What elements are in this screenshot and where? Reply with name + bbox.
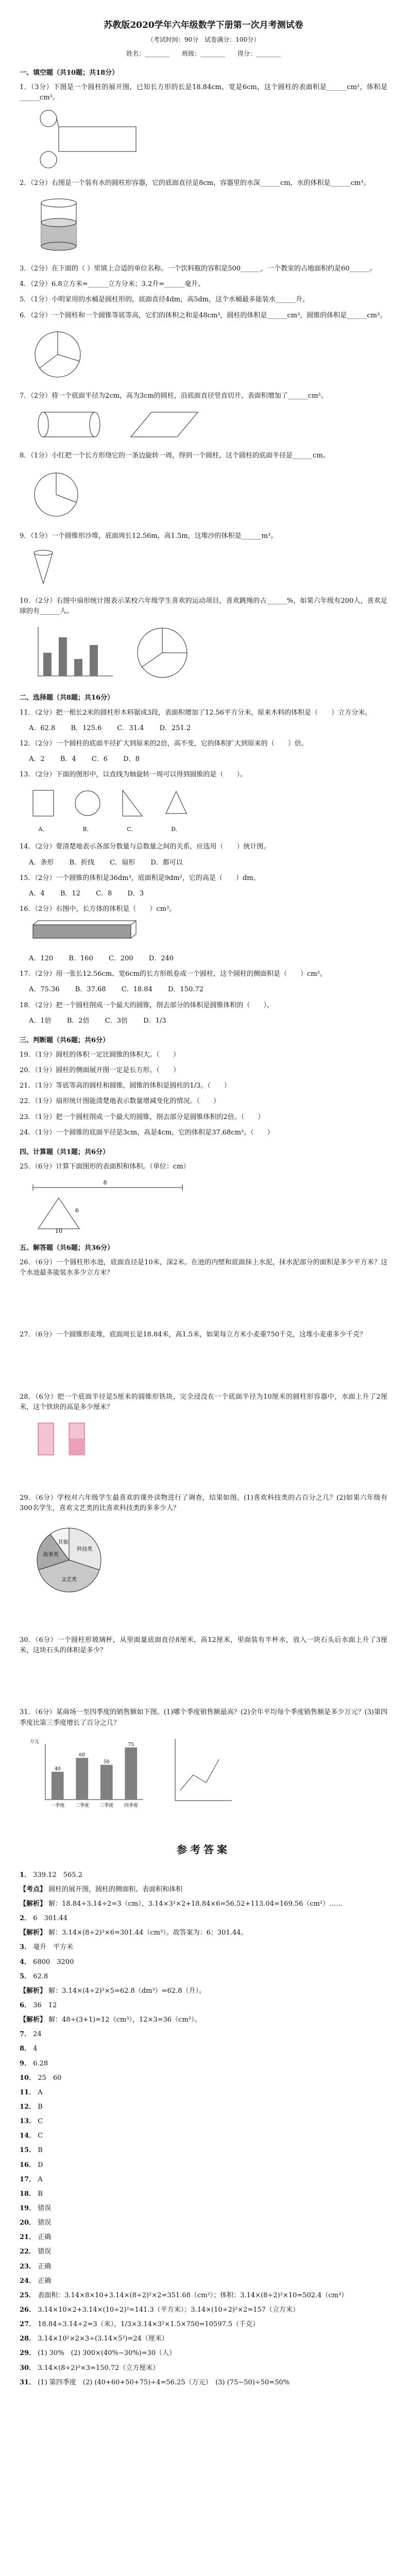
answer-label: 4． — [20, 1958, 31, 1966]
question-31: 31．（6分）某商场一至四季度的销售额如下图。(1)哪个季度销售额最高？(2)全年平均每个季度销售额是多少万元？(3)第四季度比第三季度增长了百分之几？ — [20, 1708, 387, 1727]
answer-label: 10． — [20, 2074, 36, 2082]
answer-item — [20, 2378, 387, 2388]
question-13: 13．（2分）下面的图形中，以直线为轴旋转一周可以得到圆锥的是（ ）。 — [20, 771, 247, 779]
option: B．12 — [60, 889, 80, 897]
bar — [125, 1748, 137, 1800]
x-tick-label: 一季度 — [50, 1803, 65, 1808]
answer-label: 7． — [20, 2030, 31, 2039]
answer-item — [20, 2131, 387, 2141]
bar-value-label: 50 — [104, 1759, 110, 1765]
x-tick-label: 二季度 — [75, 1803, 89, 1808]
figure-q29-pie — [28, 1519, 387, 1601]
answer-text: 25 60 — [36, 2074, 62, 2082]
question-15: 15．（2分）一个圆锥的体积是36dm³，底面积是9dm²，它的高是（ ）dm。 — [20, 874, 260, 882]
answer-item — [20, 2059, 387, 2069]
question-18: 18．（2分）把一个圆柱削成一个最大的圆锥，削去部分的体积是圆锥体积的（ ）。 — [20, 1001, 274, 1009]
answer-label: 5． — [20, 1972, 31, 1980]
option: A．62.8 — [29, 724, 56, 732]
x-tick-label: 四季度 — [124, 1803, 138, 1808]
question-25: 25．（6分）计算下面图形的表面积和体积。（单位：cm） — [20, 1162, 190, 1171]
option: C．3倍 — [105, 1016, 128, 1025]
answer-text: D — [36, 2161, 43, 2169]
answer-text: 6800 3200 — [31, 1958, 74, 1966]
options-14 — [29, 858, 387, 868]
dim-label: 10 — [55, 1228, 62, 1234]
answer-text: 表面积：3.14×8×10+3.14×(8÷2)²×2=351.68（cm²）；体积：3.14×(8÷2)²×10=502.4（cm³） — [36, 2291, 348, 2299]
question-29: 29．（6分）学校对六年级学生最喜欢的课外读物进行了调查，结果如图。(1)喜欢科技类的占百分之几？(2)如果六年级有300名学生，喜欢文艺类的比喜欢科技类的多多少人？ — [20, 1494, 387, 1513]
question-19: 19．（1分）圆柱的体积一定比圆锥的体积大。（ ） — [20, 1050, 180, 1059]
answer-item — [20, 2116, 387, 2127]
answer-label: 【解析】 — [20, 2016, 47, 2024]
bar — [52, 1772, 64, 1800]
question-21: 21．（1分）等底等高的圆柱和圆锥，圆锥的体积是圆柱的1/3。（ ） — [20, 1082, 231, 1090]
answer-item — [20, 2363, 387, 2374]
question-4: 4．（2分）6.8立方米=______立方分米；3.2升=______毫升。 — [20, 280, 205, 289]
section-title-judge: 三、判断题（共6题；共6分） — [20, 1036, 110, 1044]
x-tick-label: 三季度 — [99, 1803, 114, 1808]
option: D．都可以 — [150, 858, 183, 867]
answer-text: A — [36, 2175, 43, 2183]
answer-item — [20, 1972, 387, 1982]
dim-label: 8 — [103, 1179, 107, 1187]
answer-label: 18． — [20, 2190, 36, 2198]
exam-meta: （考试时间：90分 试卷满分：100分） — [147, 36, 260, 44]
question-1: 1．（3分）下图是一个圆柱的展开图，已知长方形的长是18.84cm，宽是6cm，这个圆柱的表面积是______cm²，体积是______cm³。 — [20, 83, 387, 101]
answer-text: 圆柱的展开图，圆柱的侧面积、表面积和体积 — [46, 1885, 183, 1893]
answer-item — [20, 2262, 387, 2272]
option: A．条形 — [29, 858, 54, 867]
answer-label: 3． — [20, 1943, 31, 1952]
option-c-shape: C． — [116, 785, 147, 834]
pie-chart-q29 — [28, 1519, 131, 1601]
option: B．125.6 — [71, 724, 102, 732]
pie-label: 故事类 — [43, 1552, 59, 1558]
answer-list — [20, 1870, 387, 2388]
answer-label: 1． — [20, 1871, 31, 1879]
option: B．160 — [69, 955, 93, 963]
question-14: 14．（2分）要清楚地表示各部分数量与总数量之间的关系，应选用（ ）统计图。 — [20, 843, 270, 851]
answer-label: 14． — [20, 2132, 36, 2140]
option: D．1/3 — [143, 1016, 166, 1025]
option: D．251.2 — [159, 724, 191, 732]
answer-label: 8． — [20, 2045, 31, 2053]
option: A．75.36 — [29, 986, 60, 994]
question-26: 26．（6分）一个圆柱形水池，底面直径是10米，深2米。在池的内壁和底面抹上水泥，抹水泥部分的面积是多少平方米？这个水池最多能装水多少立方米？ — [20, 1259, 387, 1277]
figure-cylinder-net — [28, 108, 387, 170]
answer-label: 【解析】 — [20, 1900, 47, 1908]
answer-item — [20, 1986, 387, 1996]
name-field: 姓名：________ — [126, 49, 170, 57]
class-field: 班级：________ — [181, 49, 225, 57]
answer-text: 6.28 — [31, 2059, 48, 2067]
answer-item — [20, 2001, 387, 2011]
options-11 — [29, 723, 387, 734]
y-axis-label: 万元 — [30, 1739, 40, 1744]
answer-text: B — [36, 2190, 43, 2198]
answer-label: 29． — [20, 2349, 36, 2358]
answer-item — [20, 2189, 387, 2199]
answer-text: 18.84÷3.14÷2=3（米），1/3×3.14×3²×1.5×750=10597.5（千克） — [36, 2320, 260, 2329]
answer-item — [20, 2044, 387, 2054]
option-d-shape: D． — [161, 785, 192, 834]
option: D．3 — [127, 889, 144, 897]
option: D．240 — [148, 955, 174, 963]
exam-title: 苏教版2020学年六年级数学下册第一次月考测试卷 — [104, 20, 303, 30]
question-11: 11．（2分）把一根长2米的圆柱形木料锯成3段，表面积增加了12.56平方分米，原来木料的体积是（ ）立方分米。 — [20, 708, 372, 717]
answer-label: 20． — [20, 2219, 36, 2227]
answer-item — [20, 2348, 387, 2359]
answer-item — [20, 2204, 387, 2214]
answer-text: 3.14×10²×2×3÷(3.14×5²)=24（厘米） — [36, 2335, 168, 2343]
answer-text: 正确 — [36, 2277, 52, 2285]
question-22: 22．（1分）扇形统计图能清楚地表示数量增减变化的情况。（ ） — [20, 1097, 220, 1106]
figure-q31-charts — [28, 1734, 387, 1811]
answer-text: 错误 — [36, 2219, 52, 2227]
question-27: 27．（6分）一个圆锥形麦堆，底面周长是18.84米，高1.5米，如果每立方米小麦重750千克，这堆小麦重多少千克？ — [20, 1331, 367, 1339]
answer-text: 62.8 — [31, 1972, 48, 1980]
answer-item — [20, 1928, 387, 1938]
figure-cuboid-bar — [28, 920, 387, 945]
option: D．8 — [123, 755, 140, 763]
question-5: 5．（1分）小明家用的水桶是圆柱形的，底面直径4dm，高5dm，这个水桶最多能装水______升。 — [20, 296, 309, 304]
pie-chart-q10 — [129, 622, 196, 684]
score-field: 得分：________ — [237, 49, 281, 57]
answer-text: B — [36, 2103, 43, 2111]
question-10: 10．（2分）右图中扇形统计图表示某校六年级学生喜欢的运动项目，喜欢跳绳的占______%，如果六年级有200人，喜欢足球的有______人。 — [20, 597, 387, 616]
answer-text: 解：18.84÷3.14÷2=3（cm），3.14×3²×2+18.84×6=56.52+113.04=169.56（cm²）…… — [46, 1900, 343, 1908]
answer-label: 16． — [20, 2161, 36, 2169]
answer-label: 28． — [20, 2335, 36, 2343]
answer-label: 24． — [20, 2277, 36, 2285]
bar-value-label: 75 — [128, 1742, 134, 1748]
answer-text: 毫升 平方米 — [31, 1943, 74, 1952]
options-16 — [29, 954, 387, 964]
figure-water-cylinder — [28, 194, 387, 256]
options-12 — [29, 754, 387, 765]
answer-item — [20, 2145, 387, 2156]
question-3: 3．（2分）在下面的（ ）里填上合适的单位名称。一个饮料瓶的容积是500______，一个教室的占地面积约是60______。 — [20, 265, 377, 273]
figure-q28-containers — [28, 1418, 387, 1459]
question-28: 28．（6分）把一个底面半径是5厘米的圆锥形铁块，完全浸没在一个底面半径为10厘米的圆柱形容器中，水面上升了2厘米，这个铁块的高是多少厘米？ — [20, 1393, 387, 1411]
answer-item — [20, 1942, 387, 1953]
answer-title: 参考答案 — [177, 1843, 230, 1856]
figure-cone — [28, 547, 387, 588]
figure-q13-shapes — [28, 785, 387, 834]
option-b-shape: B． — [72, 785, 103, 834]
answer-label: 25． — [20, 2291, 36, 2299]
answer-text: 339.12 565.2 — [31, 1871, 82, 1879]
option: A．2 — [29, 755, 45, 763]
options-18 — [29, 1016, 387, 1026]
answer-label: 2． — [20, 1914, 31, 1923]
section-title-fill: 一、填空题（共10题；共18分） — [20, 69, 119, 77]
options-17 — [29, 985, 387, 995]
option: C．8 — [96, 889, 112, 897]
option: B．折线 — [69, 858, 95, 867]
answer-text: B — [36, 2146, 43, 2155]
answer-item — [20, 2015, 387, 2025]
figure-cylinder-parallelogram — [28, 406, 387, 443]
answer-text: 3.14×(8÷2)²×3=150.72（立方厘米） — [36, 2364, 160, 2372]
answer-text: C — [36, 2132, 43, 2140]
figure-q25-ruler-triangle — [28, 1177, 387, 1234]
dim-label: 6 — [75, 1207, 79, 1214]
answer-text: 解：3.14×(4÷2)²×5=62.8（dm³）=62.8（升）。 — [46, 1987, 206, 1995]
option: A．1倍 — [29, 1016, 52, 1025]
question-17: 17．（2分）用一张长12.56cm、宽6cm的长方形纸卷成一个圆柱，这个圆柱的侧面积是（ ）cm²。 — [20, 970, 327, 978]
answer-item — [20, 1913, 387, 1924]
answer-label: 21． — [20, 2233, 36, 2242]
answer-text: 3.14×10×2+3.14×(10÷2)²=141.3（平方米）；3.14×(10÷2)²×2=157（立方米） — [36, 2306, 299, 2314]
answer-label: 【考点】 — [20, 1885, 47, 1893]
answer-item — [20, 1885, 387, 1895]
answer-label: 15． — [20, 2146, 36, 2155]
answer-label: 19． — [20, 2204, 36, 2212]
option: C．6 — [91, 755, 108, 763]
answer-text: 解：3.14×(8÷2)²×6=301.44（cm³）。故答案为：6；301.44。 — [46, 1929, 248, 1937]
student-info-row — [20, 49, 387, 59]
question-30: 30．（6分）一个圆柱形玻璃杯，从里面量底面直径8厘米，高12厘米，里面装有半杯水，放入一块石头后水面上升了3厘米，这块石头的体积是多少？ — [20, 1636, 387, 1655]
answer-item — [20, 2232, 387, 2243]
option-a-shape: A． — [28, 785, 59, 834]
answer-text: 6 301.44 — [31, 1914, 67, 1923]
option: B．37.68 — [75, 986, 106, 994]
answer-label: 6． — [20, 2002, 31, 2010]
option: D．150.72 — [167, 986, 204, 994]
answer-item — [20, 2175, 387, 2185]
options-15 — [29, 889, 387, 899]
bar-chart-q31 — [28, 1734, 151, 1811]
answer-label: 22． — [20, 2248, 36, 2256]
answer-item — [20, 1870, 387, 1880]
answer-text: 错误 — [36, 2248, 52, 2256]
answer-text: 36 12 — [31, 2002, 57, 2010]
option: C．31.4 — [117, 724, 144, 732]
question-12: 12．（2分）一个圆柱的底面半径扩大到原来的2倍，高不变，它的体积扩大到原来的（ ）倍。 — [20, 739, 308, 748]
section-title-choice: 二、选择题（共8题；共16分） — [20, 694, 114, 702]
answer-label: 23． — [20, 2262, 36, 2270]
answer-text: A — [36, 2088, 43, 2096]
answer-item — [20, 2160, 387, 2171]
figure-pie-small — [28, 326, 387, 383]
answer-item — [20, 2334, 387, 2344]
bar — [100, 1765, 113, 1800]
section-title-solve: 五、解答题（共6题；共36分） — [20, 1244, 114, 1252]
figure-q10-charts — [28, 622, 387, 684]
bar-value-label: 60 — [79, 1752, 85, 1758]
question-23: 23．（1分）把一个圆柱削成一个最大的圆锥，削去部分是圆锥体积的2倍。（ ） — [20, 1113, 265, 1121]
answer-item — [20, 2073, 387, 2083]
answer-text: 解：48÷(3+1)=12（cm³），12×3=36（cm³）。 — [46, 2016, 201, 2024]
answer-item — [20, 2088, 387, 2098]
question-7: 7．（2分）将一个底面半径为2cm，高为3cm的圆柱，沿底面直径竖直切开，表面积增加了______cm²。 — [20, 392, 328, 400]
answer-item — [20, 2305, 387, 2315]
question-6: 6．（2分）一个圆柱和一个圆锥等底等高，它们的体积之和是48cm³，圆柱的体积是______cm³，圆锥的体积是______cm³。 — [20, 311, 387, 319]
answer-item — [20, 2029, 387, 2040]
pie-label: 科技类 — [77, 1547, 93, 1553]
answer-text: 正确 — [36, 2262, 52, 2270]
option: B．2倍 — [66, 1016, 90, 1025]
option: B．4 — [60, 755, 76, 763]
answer-item — [20, 1957, 387, 1968]
answer-label: 31． — [20, 2378, 36, 2386]
answer-text: 正确 — [36, 2233, 52, 2242]
answer-item — [20, 2102, 387, 2112]
option: C．18.84 — [121, 986, 152, 994]
answer-item — [20, 2319, 387, 2330]
answer-item — [20, 2218, 387, 2228]
question-9: 9．（1分）一个圆锥形沙堆，底面周长12.56m，高1.5m，这堆沙的体积是______m³。 — [20, 532, 278, 540]
pie-label: 其他 — [58, 1539, 69, 1546]
question-8: 8．（1分）小红把一个长方形绕它的一条边旋转一周，得到一个圆柱，这个圆柱的底面半径是______cm。 — [20, 451, 330, 460]
answer-label: 11． — [20, 2088, 36, 2096]
figure-pie-rotation — [28, 466, 387, 523]
answer-text: 24 — [31, 2030, 42, 2039]
option: C．扇形 — [110, 858, 135, 867]
answer-text: (1) 第四季度 (2) (40+60+50+75)÷4=56.25（万元） (3) (75−50)÷50=50% — [36, 2378, 290, 2386]
answer-label: 27． — [20, 2320, 36, 2329]
option: A．120 — [29, 955, 54, 963]
answer-label: 【解析】 — [20, 1987, 47, 1995]
answer-label: 17． — [20, 2175, 36, 2183]
answer-label: 13． — [20, 2117, 36, 2126]
answer-label: 30． — [20, 2364, 36, 2372]
answer-item — [20, 2247, 387, 2257]
question-20: 20．（1分）圆柱的侧面展开图一定是长方形。（ ） — [20, 1066, 180, 1075]
option: A．4 — [29, 889, 45, 897]
answer-item — [20, 1899, 387, 1909]
bar-value-label: 40 — [55, 1766, 61, 1772]
answer-label: 9． — [20, 2059, 31, 2067]
answer-text: C — [36, 2117, 43, 2126]
question-16: 16．（2分）右图中，长方体的体积是（ ）cm³。 — [20, 905, 176, 913]
answer-text: (1) 30% (2) 300×(40%−30%)=30（人） — [36, 2349, 176, 2358]
answer-label: 12． — [20, 2103, 36, 2111]
pie-label: 文艺类 — [61, 1577, 77, 1583]
answer-text: 错误 — [36, 2204, 52, 2212]
answer-label: 【解析】 — [20, 1929, 47, 1937]
answer-label: 26． — [20, 2306, 36, 2314]
question-24: 24．（1分）一个圆锥的底面半径是3cm，高是4cm，它的体积是37.68cm³。（ ） — [20, 1128, 274, 1137]
bar — [76, 1758, 88, 1800]
option: C．200 — [108, 955, 133, 963]
question-2: 2．（2分）右图是一个装有水的圆柱形容器，它的底面直径是8cm，容器里的水深______cm，水的体积是______cm³。 — [20, 179, 370, 187]
bar-chart-q10 — [28, 622, 115, 684]
answer-item — [20, 2291, 387, 2301]
answer-item — [20, 2276, 387, 2286]
answer-text: 4 — [31, 2045, 38, 2053]
line-chart-q31 — [165, 1734, 237, 1811]
section-title-calc: 四、计算题（共1题；共6分） — [20, 1148, 110, 1156]
